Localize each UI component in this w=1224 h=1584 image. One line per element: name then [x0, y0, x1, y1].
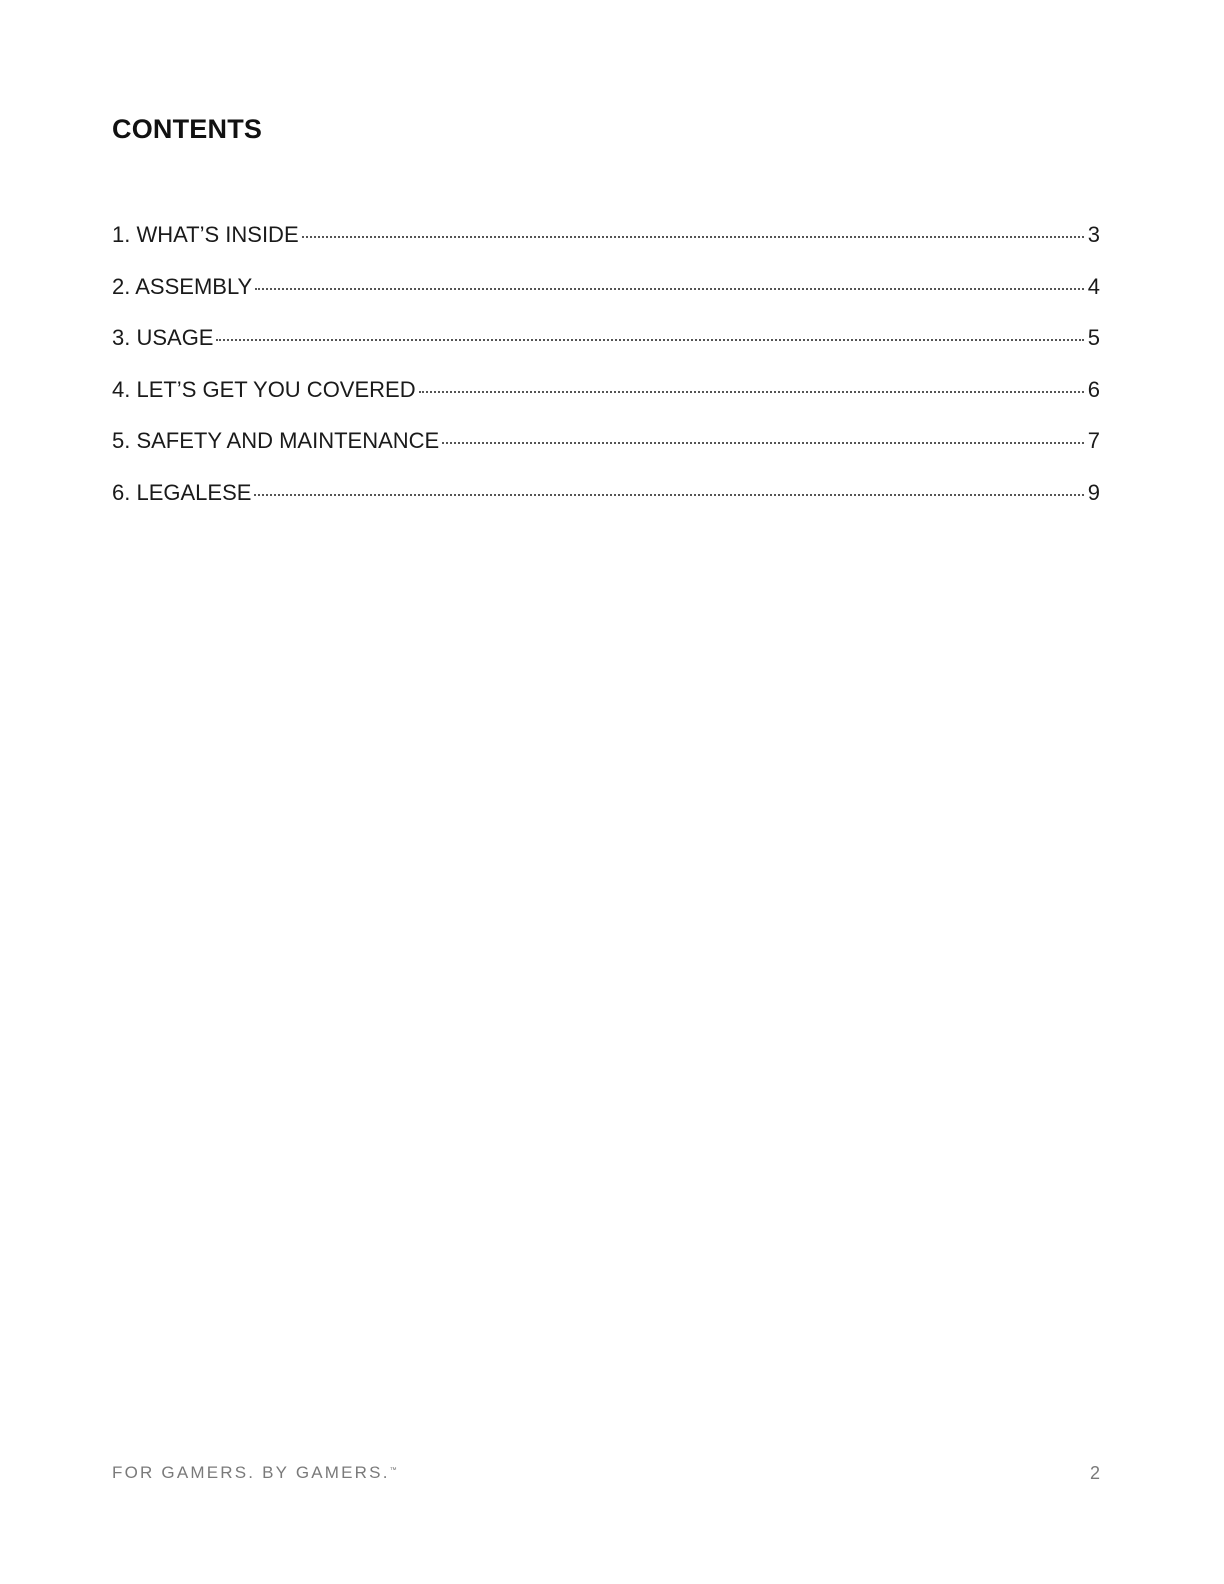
toc-dot-leader	[442, 442, 1084, 444]
toc-entry-label: 1. WHAT’S INSIDE	[112, 222, 299, 247]
toc-entry-page: 7	[1087, 428, 1100, 453]
footer-tagline	[112, 1462, 397, 1484]
toc-entry-usage[interactable]	[112, 322, 1100, 374]
toc-entry-page: 5	[1087, 325, 1100, 350]
toc-entry-page: 9	[1087, 479, 1100, 505]
toc-entry-page: 3	[1087, 222, 1100, 247]
toc-dot-leader	[255, 288, 1084, 290]
footer-tagline-text: FOR GAMERS. BY GAMERS.	[112, 1463, 390, 1482]
contents-heading: CONTENTS	[112, 114, 263, 144]
footer-page-number: 2	[1089, 1463, 1100, 1483]
toc-entry-whats-inside[interactable]	[112, 219, 1100, 271]
toc-entry-assembly[interactable]	[112, 271, 1100, 323]
toc-entry-label: 3. USAGE	[112, 325, 214, 350]
toc-entry-safety-and-maintenance[interactable]	[112, 425, 1100, 477]
toc-dot-leader	[302, 236, 1084, 238]
table-of-contents	[112, 219, 1100, 528]
toc-entry-label: 4. LET’S GET YOU COVERED	[112, 376, 416, 402]
toc-entry-label: 6. LEGALESE	[112, 479, 252, 505]
trademark-symbol: ™	[389, 1467, 397, 1474]
toc-entry-page: 6	[1087, 376, 1100, 402]
toc-entry-legalese[interactable]	[112, 477, 1100, 529]
toc-dot-leader	[419, 391, 1084, 393]
toc-entry-label: 2. ASSEMBLY	[112, 273, 253, 299]
toc-dot-leader	[254, 494, 1083, 496]
toc-dot-leader	[216, 339, 1083, 341]
toc-entry-page: 4	[1087, 273, 1100, 299]
toc-entry-label: 5. SAFETY AND MAINTENANCE	[112, 428, 440, 453]
toc-entry-lets-get-you-covered[interactable]	[112, 374, 1100, 426]
